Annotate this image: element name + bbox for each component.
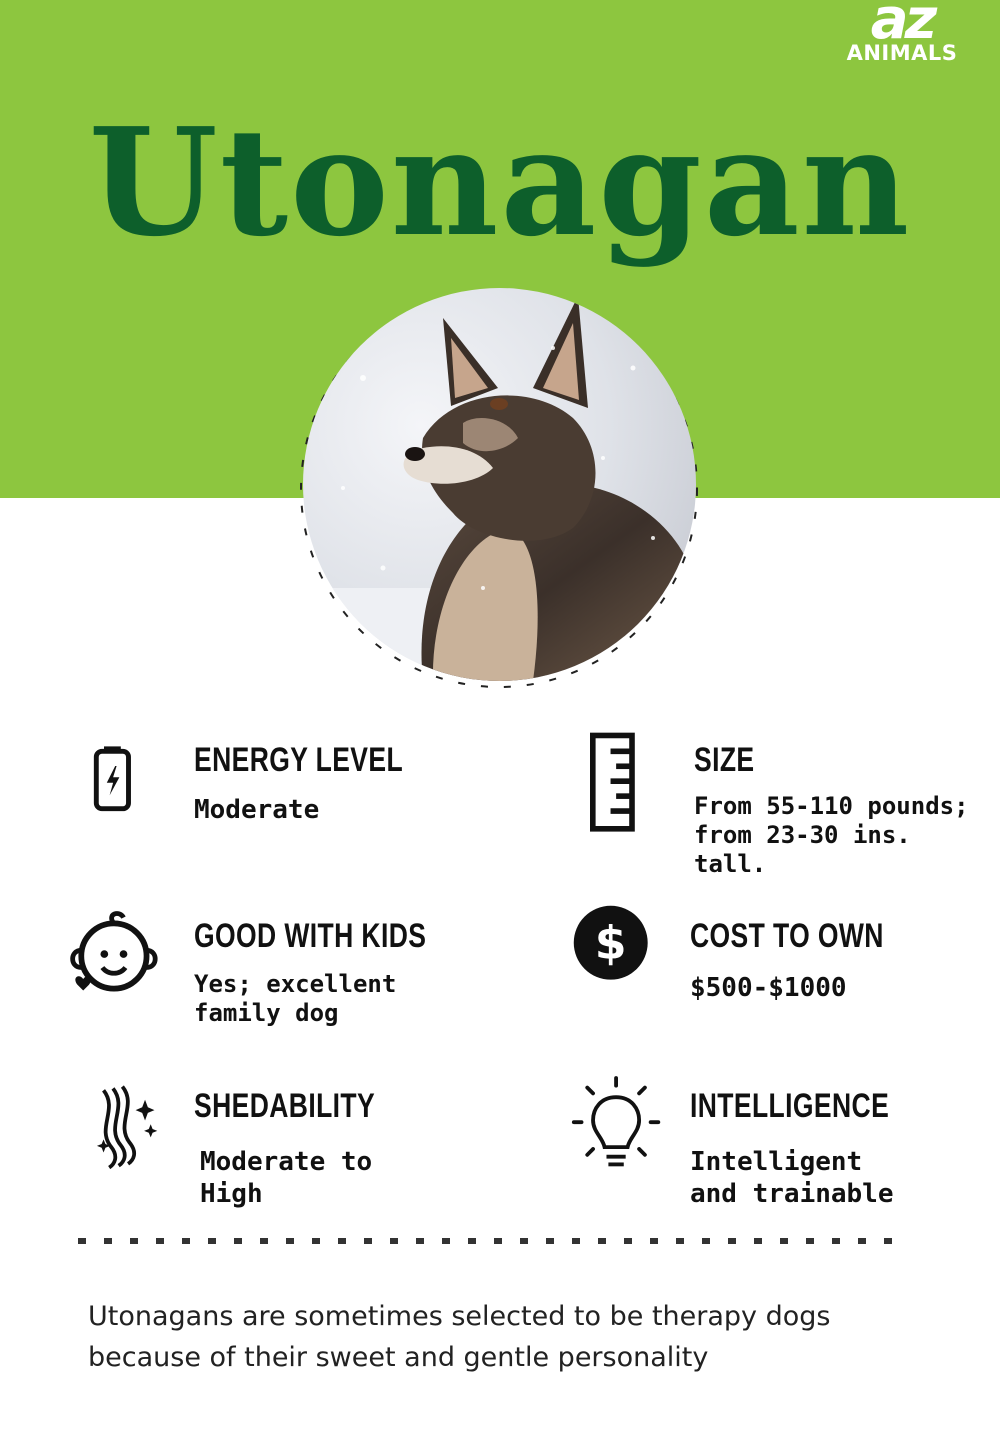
feature-label: INTELLIGENCE xyxy=(690,1087,890,1125)
feature-size xyxy=(590,730,970,878)
feature-value: From 55-110 pounds; from 23-30 ins. tall. xyxy=(694,792,969,878)
page-title: Utonagan xyxy=(88,95,912,269)
hair-sparkle-icon xyxy=(96,1080,162,1176)
feature-label: COST TO OWN xyxy=(690,917,884,955)
feature-good-with-kids xyxy=(64,908,444,1048)
dog-photo xyxy=(303,288,696,681)
logo-mark: az xyxy=(870,0,934,40)
dashed-divider xyxy=(78,1238,898,1244)
feature-value: Moderate xyxy=(194,795,320,825)
feature-energy-level xyxy=(90,730,470,870)
battery-icon xyxy=(90,730,160,830)
lightbulb-icon xyxy=(570,1076,666,1176)
feature-shedability xyxy=(96,1080,476,1220)
svg-text:$: $ xyxy=(594,916,627,970)
ruler-icon xyxy=(590,730,646,838)
baby-face-icon xyxy=(64,908,160,1004)
logo-word: ANIMALS xyxy=(846,41,958,65)
feature-value: Intelligent and trainable xyxy=(690,1147,894,1209)
feature-value: $500-$1000 xyxy=(690,973,847,1003)
dollar-icon xyxy=(572,904,660,992)
feature-value: Yes; excellent family dog xyxy=(194,970,397,1027)
caption-text: Utonagans are sometimes selected to be therapy dogs because of their sweet and gentle personality xyxy=(88,1301,831,1373)
feature-label: ENERGY LEVEL xyxy=(194,741,404,779)
feature-label: SIZE xyxy=(694,741,755,779)
feature-label: GOOD WITH KIDS xyxy=(194,917,427,955)
feature-label: SHEDABILITY xyxy=(194,1087,376,1125)
feature-cost-to-own xyxy=(572,904,952,1044)
feature-value: Moderate to High xyxy=(200,1147,373,1209)
feature-intelligence xyxy=(570,1076,950,1216)
az-animals-logo[interactable] xyxy=(840,0,964,72)
